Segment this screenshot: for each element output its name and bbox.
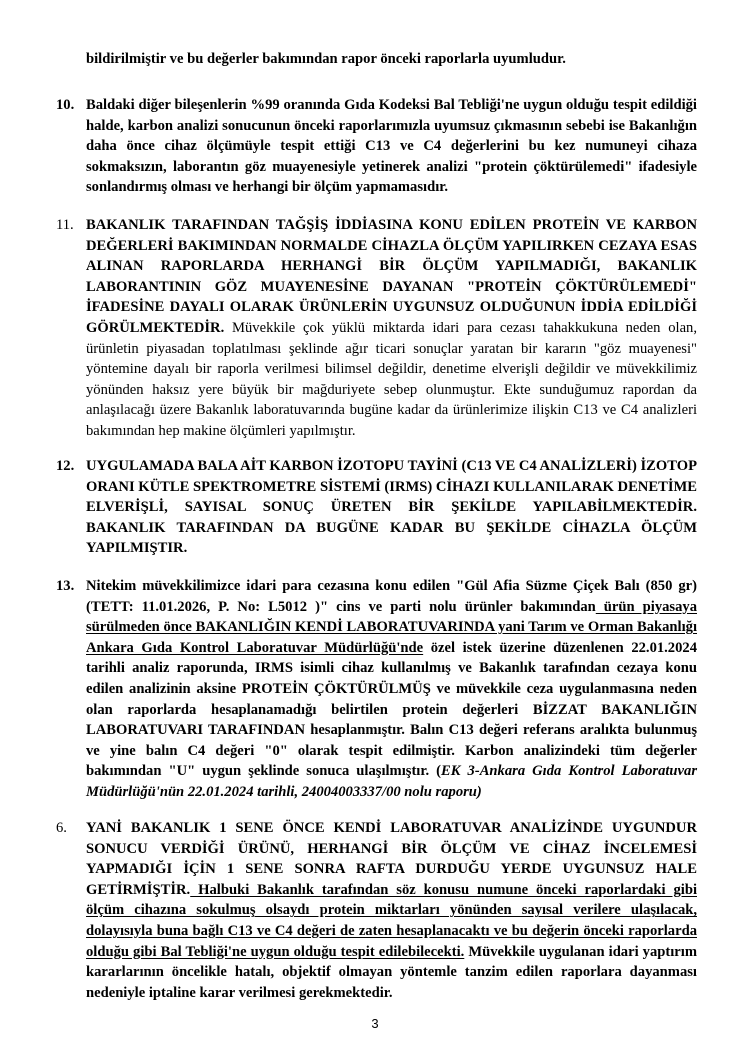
paragraph-13	[56, 576, 697, 803]
paragraph-text: Baldaki diğer bileşenlerin %99 oranında Gıda Kodeksi Bal Tebliği'ne uygun olduğu tespit edildiği halde, karbon analizi sonucunun önceki raporlarımızla uyumsuz çıkmasının sebebi ise Bakanlığın daha önce cihaz ölçümüyle tespit ettiği C13 ve C4 değerlerini bu kez numuneyi cihaza sokmaksızın, laborantın göz muayenesiyle yetinerek analizi "protein çöktürülemedi" ifadesiyle sonlandırmış olması ve herhangi bir ölçüm yapmamasıdır.	[86, 97, 697, 196]
paragraph-bold-text: YANİ BAKANLIK 1 SENE ÖNCE KENDİ LABORATUVAR ANALİZİNDE UYGUNDUR SONUCU VERDİĞİ ÜRÜNÜ, HERHANGİ BİR ÖLÇÜM VE CİHAZ İNCELEMESİ YAPMADIĞI İÇİN 1 SENE SONRA RAFTA DURDUĞU YERDE UYGUNSUZ HALE GETİRMİŞTİR.	[86, 820, 697, 898]
paragraph-12	[56, 456, 698, 559]
paragraph-6	[56, 818, 697, 1003]
paragraph-text: Müvekkile uygulanan idari yaptırım kararlarının öncelikle hatalı, objektif olmayan yöntemle tanzim edilen raporlara dayanması nedeniyle iptaline karar verilmesi gerekmektedir.	[86, 943, 697, 1001]
paragraph-continuation	[86, 49, 697, 70]
page-number: 3	[371, 1016, 379, 1031]
paragraph-bold-text: BAKANLIK TARAFINDAN TAĞŞİŞ İDDİASINA KONU EDİLEN PROTEİN VE KARBON DEĞERLERİ BAKIMINDAN NORMALDE CİHAZLA ÖLÇÜM YAPILIRKEN CEZAYA ESAS ALINAN RAPORLARDA HERHANGİ BİR ÖLÇÜM YAPILMADIĞI, BAKANLIK LABORANTININ GÖZ MUAYENESİNE DAYANAN "PROTEİN ÇÖKTÜRÜLEMEDİ" İFADESİNE DAYALI OLARAK ÜRÜNLERİN UYGUNSUZ OLDUĞUNUN İDDİA EDİLDİĞİ GÖRÜLMEKTEDİR.	[86, 217, 697, 336]
paragraph-text: Nitekim müvekkilimizce idari para cezasına konu edilen "Gül Afia Süzme Çiçek Balı (850 gr) (TETT: 11.01.2026, P. No: L5012 )" cins ve parti nolu ürünler bakımından	[86, 578, 697, 615]
list-number: 12.	[56, 458, 75, 474]
list-number: 13.	[56, 578, 75, 594]
underlined-text: Halbuki Bakanlık tarafından söz konusu numune önceki raporlardaki gibi ölçüm cihazına sokulmuş olsaydı protein miktarları yönünden sayısal verilere ulaşılacak, dolayısıyla buna bağlı C13 ve C4 değeri de zaten hesaplanacaktı ve bu değerin önceki raporlarda olduğu gibi Bal Tebliği'ne uygun olduğu tespit edilebilecekti.	[86, 881, 697, 960]
list-number: 10.	[56, 97, 75, 113]
paragraph-text: bildirilmiştir ve bu değerler bakımından rapor önceki raporlarla uyumludur.	[86, 51, 566, 67]
paragraph-text: UYGULAMADA BALA AİT KARBON İZOTOPU TAYİNİ (C13 VE C4 ANALİZLERİ) İZOTOP ORANI KÜTLE SPEKTROMETRE SİSTEMİ (IRMS) CİHAZI KULLANILARAK DENETİME ELVERİŞLİ, SAYISAL SONUÇ ÜRETEN BİR ŞEKİLDE YAPILABİLMEKTEDİR. BAKANLIK TARAFINDAN DA BUGÜNE KADAR BU ŞEKİLDE CİHAZLA ÖLÇÜM YAPILMIŞTIR.	[86, 458, 698, 557]
paragraph-11	[56, 215, 697, 442]
list-number: 11.	[56, 217, 74, 233]
annex-reference: EK 3-Ankara Gıda Kontrol Laboratuvar Müdürlüğü'nün 22.01.2024 tarihli, 24004003337/00 nolu raporu)	[86, 763, 697, 800]
paragraph-text-continued: özel istek üzerine düzenlenen 22.01.2024 tarihli analiz raporunda, IRMS isimli cihaz kullanılmış ve Bakanlık tarafından cezaya konu edilen analizinin aksine PROTEİN ÇÖKTÜRÜLMÜŞ ve müvekkile ceza uygulanmasına neden olan raporlarda hesaplanamadığı belirtilen protein değerleri BİZZAT BAKANLIĞIN LABORATUVARI TARAFINDAN hesaplanmıştır. Balın C13 değeri referans aralıkta bulunmuş ve yine balın C4 değeri "0" olarak tespit edilmiştir. Karbon analizindeki tüm değerler bakımından "U" uygun şeklinde sonuca ulaşılmıştır. (	[86, 639, 697, 780]
underlined-text: ürün piyasaya sürülmeden önce BAKANLIĞIN KENDİ LABORATUVARINDA yani Tarım ve Orman Bakanlığı Ankara Gıda Kontrol Laboratuvar Müdürlüğü'nde	[86, 598, 697, 656]
list-number: 6.	[56, 820, 67, 836]
paragraph-text: Müvekkile çok yüklü miktarda idari para cezası tahakkukuna neden olan, ürünletin piyasadan toplatılması şeklinde ağır ticari sonuçlar yaratan bir kararın "göz muayenesi" yöntemine dayalı bir raporla verilmesi bilimsel değildir, denetime elverişli değildir ve müvekkilimiz yönünden haksız yere büyük bir mağduriyete sebep olunmuştur. Ekte sunduğumuz rapordan da anlaşılacağı üzere Bakanlık laboratuvarında bugüne kadar da ürünlerimize ilişkin C13 ve C4 analizleri bakımından hep makine ölçümleri yapılmıştır.	[86, 319, 697, 439]
paragraph-10	[56, 95, 697, 198]
